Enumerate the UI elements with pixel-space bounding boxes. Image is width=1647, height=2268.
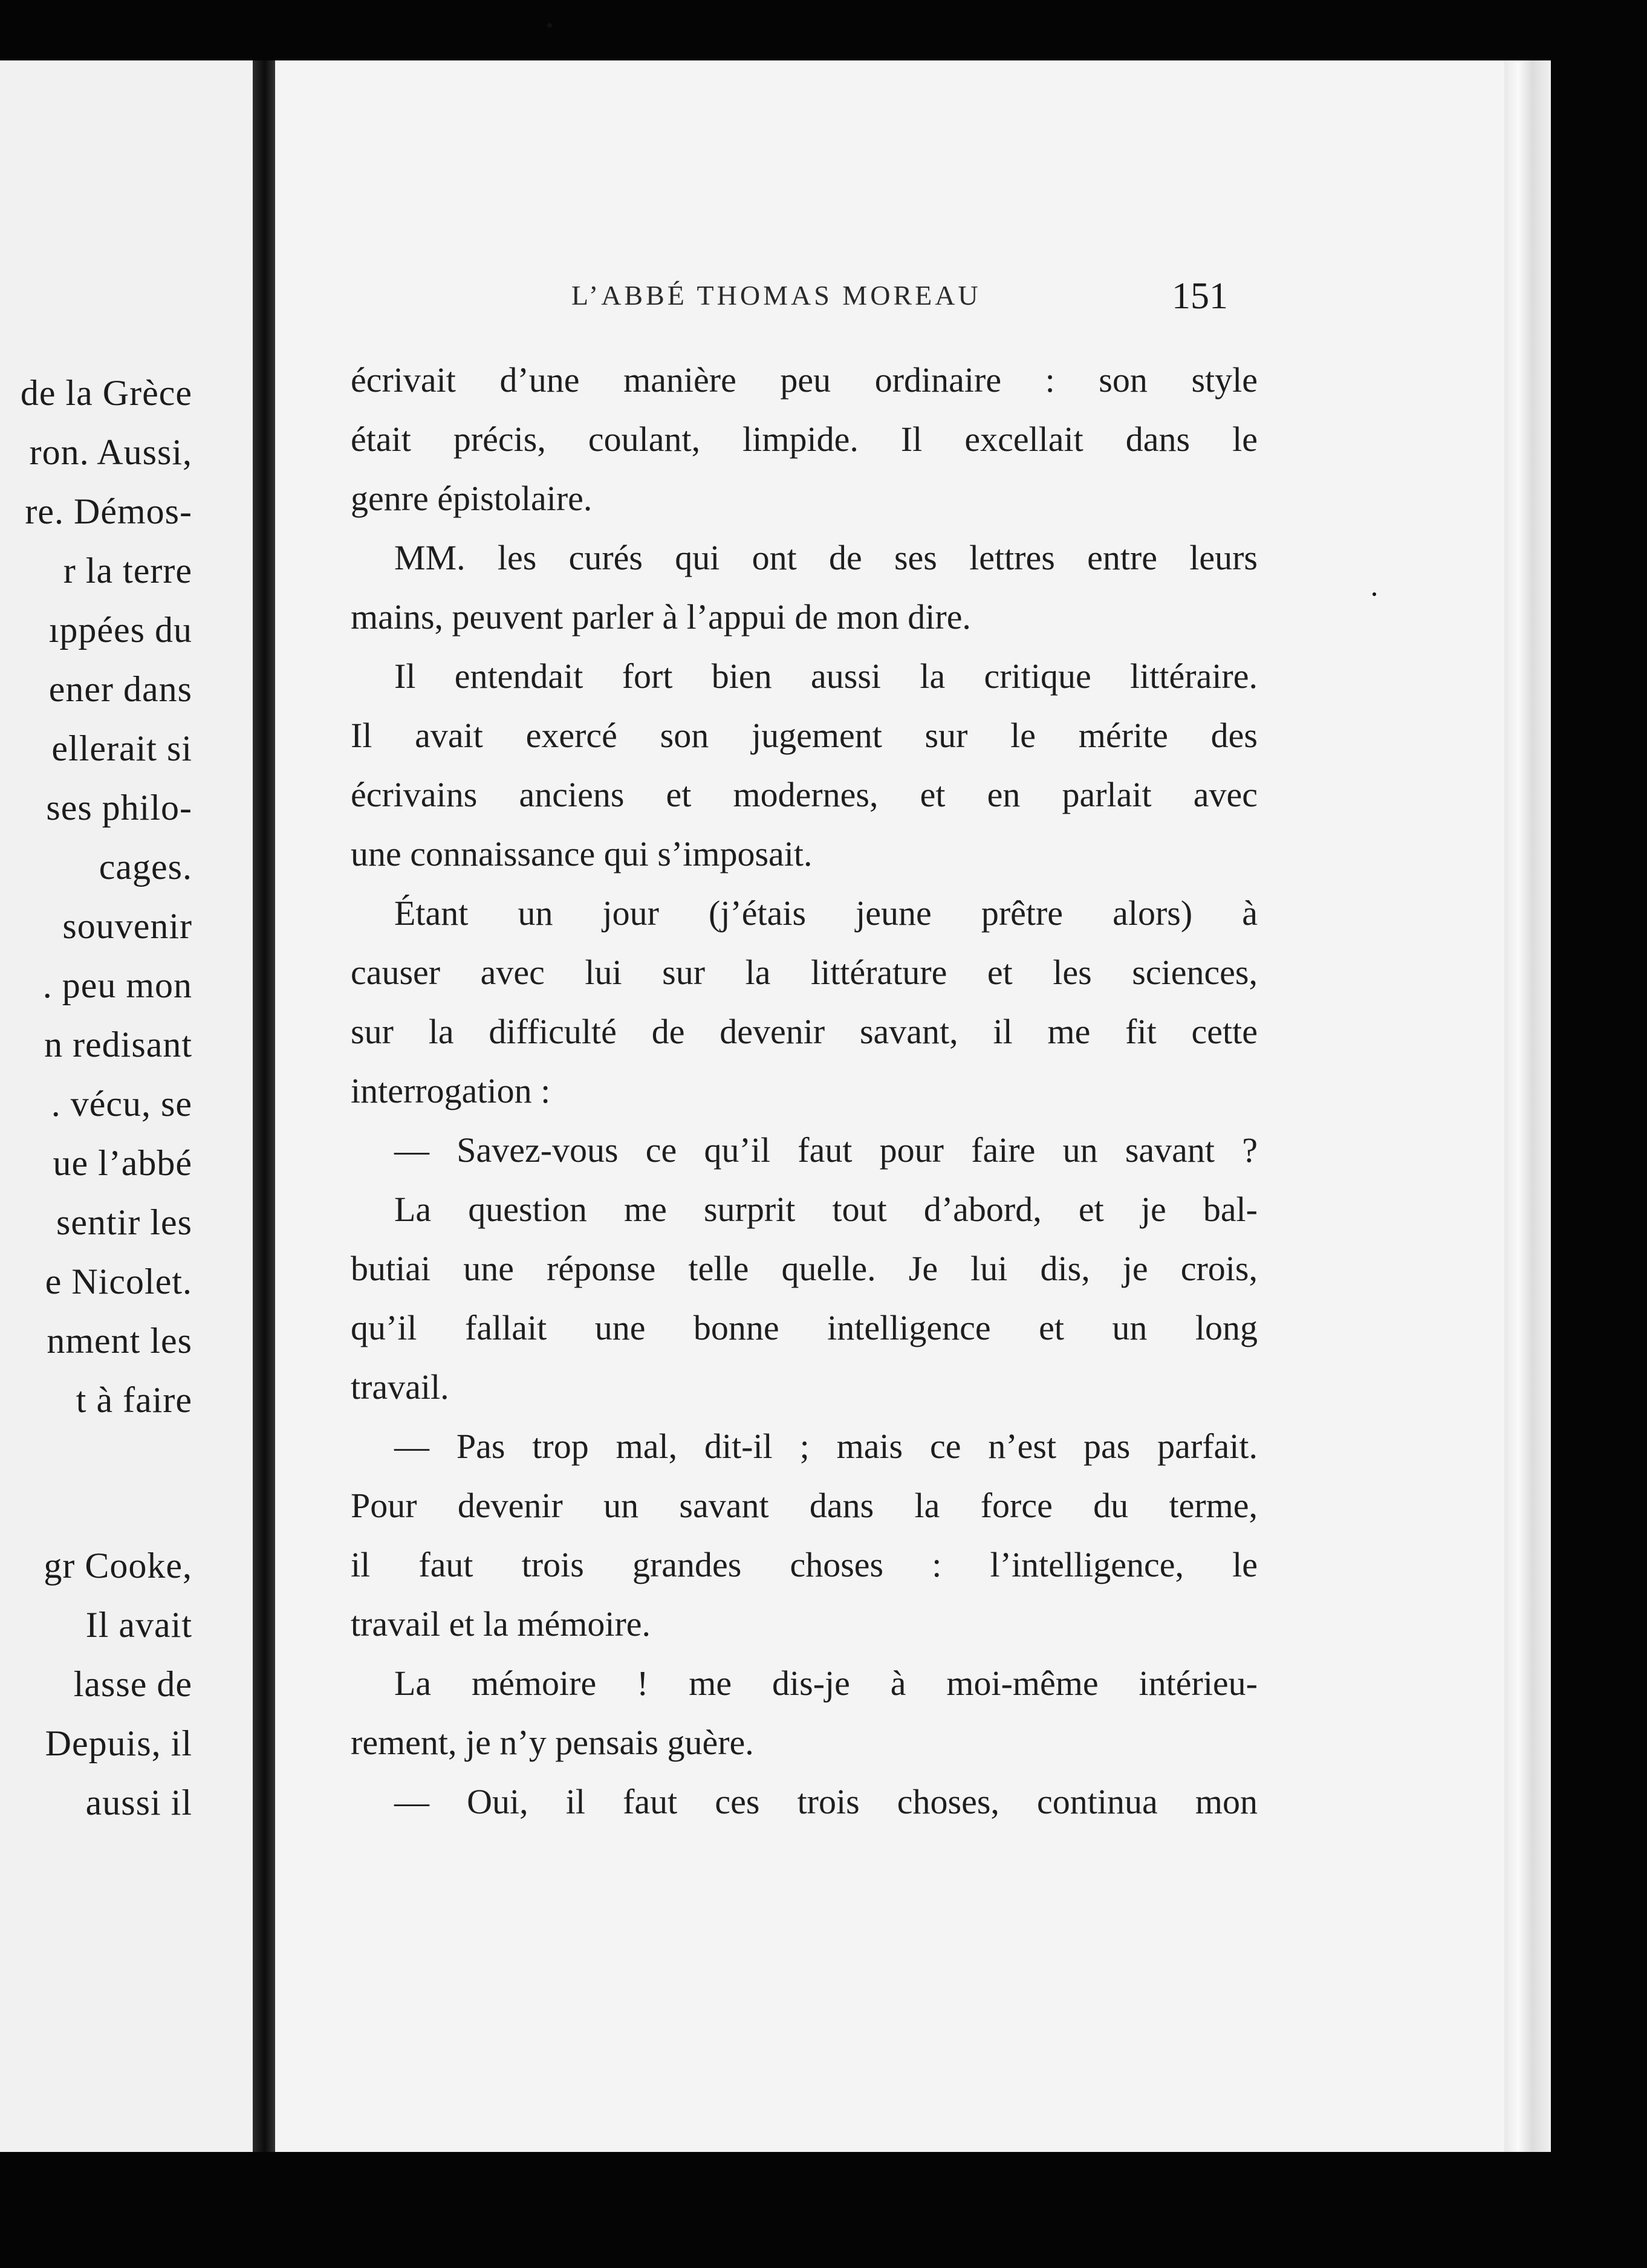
text-line: — Savez-vous ce qu’il faut pour faire un savant ? (394, 1130, 1258, 1170)
left-page-line: ron. Aussi, (29, 432, 192, 472)
left-page-line: nment les (47, 1321, 192, 1361)
left-page-line: sentir les (56, 1202, 192, 1242)
left-page-line: aussi il (85, 1783, 192, 1822)
left-page-line: cages. (99, 847, 192, 887)
left-page-line: souvenir (62, 906, 192, 946)
text-line: écrivains anciens et modernes, et en parlait avec (351, 775, 1258, 814)
left-page-line: ses philo- (46, 788, 192, 828)
left-page-line: t à faire (76, 1380, 192, 1420)
left-page-line: de la Grèce (20, 373, 192, 413)
dust-speck (1372, 592, 1376, 596)
text-line: La question me surprit tout d’abord, et je bal- (394, 1190, 1258, 1229)
text-line: Étant un jour (j’étais jeune prêtre alors) à (394, 893, 1258, 933)
text-line: était précis, coulant, limpide. Il excellait dans le (351, 420, 1258, 459)
left-page-line: Depuis, il (45, 1723, 192, 1763)
text-line: MM. les curés qui ont de ses lettres entre leurs (394, 538, 1258, 577)
left-facing-page (0, 60, 253, 2152)
text-line: Il avait exercé son jugement sur le mérite des (351, 716, 1258, 755)
left-page-line: n redisant (44, 1025, 192, 1064)
left-page-line: e Nicolet. (45, 1262, 192, 1301)
text-line: causer avec lui sur la littérature et les sciences, (351, 953, 1258, 992)
page-edge (1504, 60, 1551, 2152)
text-line: il faut trois grandes choses : l’intelligence, le (351, 1545, 1258, 1584)
text-line: rement, je n’y pensais guère. (351, 1723, 754, 1762)
dust-speck (547, 23, 552, 28)
left-page-line: ue l’abbé (53, 1143, 192, 1183)
text-line: qu’il fallait une bonne intelligence et un long (351, 1308, 1258, 1347)
text-line: interrogation : (351, 1071, 551, 1110)
text-line: butiai une réponse telle quelle. Je lui dis, je crois, (351, 1249, 1258, 1288)
text-line: genre épistolaire. (351, 479, 593, 518)
text-line: — Oui, il faut ces trois choses, continua mon (394, 1782, 1258, 1821)
text-line: une connaissance qui s’imposait. (351, 834, 813, 873)
text-line: travail et la mémoire. (351, 1604, 651, 1644)
left-page-line: ıppées du (48, 610, 192, 650)
text-line: Pour devenir un savant dans la force du terme, (351, 1486, 1258, 1525)
left-page-line: . peu mon (42, 965, 192, 1005)
left-page-line: ener dans (48, 669, 192, 709)
text-line: sur la difficulté de devenir savant, il me fit cette (351, 1012, 1258, 1051)
left-page-line: re. Démos- (25, 491, 192, 531)
left-page-line: lasse de (73, 1664, 192, 1704)
page-number: 151 (1172, 276, 1228, 317)
left-page-line: Il avait (85, 1605, 192, 1645)
text-line: La mémoire ! me dis-je à moi-même intérieu- (394, 1664, 1258, 1703)
text-line: travail. (351, 1367, 449, 1407)
text-line: Il entendait fort bien aussi la critique littéraire. (394, 656, 1258, 696)
book-gutter (253, 60, 277, 2152)
left-page-line: ellerait si (51, 728, 192, 768)
text-line: — Pas trop mal, dit-il ; mais ce n’est pas parfait. (394, 1427, 1258, 1466)
left-page-line: gr Cooke, (44, 1546, 192, 1586)
left-page-line: r la terre (63, 551, 192, 591)
text-line: mains, peuvent parler à l’appui de mon dire. (351, 597, 971, 637)
running-title: L’ABBÉ THOMAS MOREAU (571, 280, 981, 311)
text-line: écrivait d’une manière peu ordinaire : son style (351, 360, 1258, 400)
left-page-line: . vécu, se (51, 1084, 192, 1124)
